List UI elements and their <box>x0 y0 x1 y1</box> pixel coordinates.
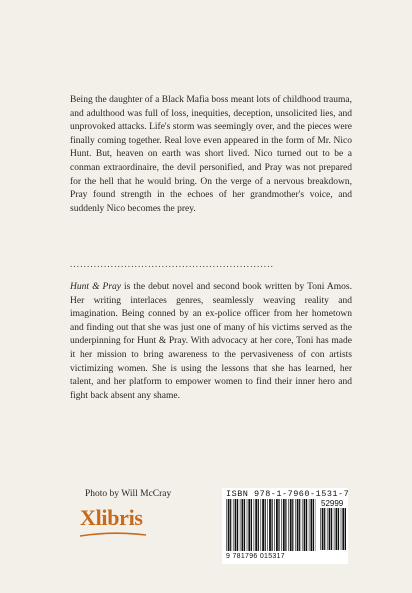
price-code: 52999 <box>321 499 344 508</box>
synopsis-text: Being the daughter of a Black Mafia boss meant lots of childhood trauma, and adulthood was full of loss, inequities, deception, unsolicited lies, and unprovoked attacks. Life's storm was seemingly over, and the pieces were finally coming together. Real love even appeared in the form of Mr. Nico Hunt. But, heaven on earth was short lived. Nico turned out to be a conman extraordinaire, the devil personified, and Pray was not prepared for the hell that he would bring. On the verge of a nervous breakdown, Pray found strength in the echoes of her grandmother's voice, and suddenly Nico becomes the prey. <box>70 95 352 214</box>
ean-barcode <box>226 499 316 551</box>
section-divider: ............................................................ <box>70 259 274 269</box>
logo-swoosh-icon <box>78 530 148 538</box>
isbn-text: ISBN 978-1-7960-1531-7 <box>226 489 350 499</box>
publisher-logo: Xlibris <box>80 505 143 530</box>
photo-credit: Photo by Will McCray <box>85 489 172 499</box>
ean-digits: 9 781796 015317 <box>226 553 285 560</box>
author-bio <box>70 281 352 403</box>
bio-text: is the debut novel and second book written by Toni Amos. Her writing interlaces genres, seamlessly weaving reality and imagination. Being conned by an ex-police officer from her hometown and finding out that she was just one of many of his victims served as the underpinning for Hunt & Pray. With advocacy at her core, Toni has made it her mission to bring awareness to the pervasiveness of con artists victimizing women. She is using the lessons that she has learned, her talent, and her platform to empower women to find their inner hero and fight back absent any shame. <box>70 282 352 401</box>
bio-book-title: Hunt & Pray <box>70 282 121 292</box>
price-barcode <box>320 508 346 550</box>
